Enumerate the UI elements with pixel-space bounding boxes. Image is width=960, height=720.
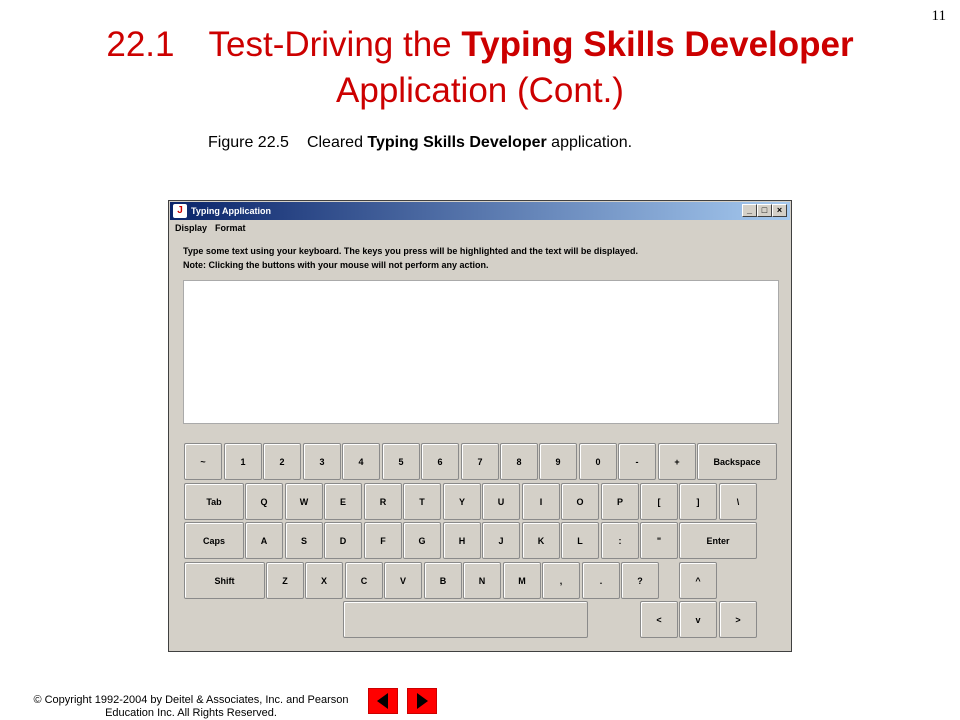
key-minus[interactable]: -: [618, 443, 656, 480]
key-5[interactable]: 5: [382, 443, 420, 480]
instruction-note: Note: Clicking the buttons with your mouse will not perform any action.: [183, 260, 489, 270]
minimize-icon[interactable]: _: [742, 204, 757, 217]
key-p[interactable]: P: [601, 483, 639, 520]
key-v[interactable]: V: [384, 562, 422, 599]
key-g[interactable]: G: [403, 522, 441, 559]
caption-app-name: Typing Skills Developer: [367, 134, 547, 151]
window-title: Typing Application: [191, 206, 271, 216]
key-u[interactable]: U: [482, 483, 520, 520]
key-up-arrow[interactable]: ^: [679, 562, 717, 599]
key-9[interactable]: 9: [539, 443, 577, 480]
key-a[interactable]: A: [245, 522, 283, 559]
title-text-1: Test-Driving the: [208, 25, 462, 64]
key-x[interactable]: X: [305, 562, 343, 599]
key-c[interactable]: C: [345, 562, 383, 599]
key-0[interactable]: 0: [579, 443, 617, 480]
key-tilde[interactable]: ~: [184, 443, 222, 480]
key-i[interactable]: I: [522, 483, 560, 520]
key-s[interactable]: S: [285, 522, 323, 559]
key-4[interactable]: 4: [342, 443, 380, 480]
key-b[interactable]: B: [424, 562, 462, 599]
key-colon[interactable]: :: [601, 522, 639, 559]
key-enter[interactable]: Enter: [679, 522, 757, 559]
key-o[interactable]: O: [561, 483, 599, 520]
key-tab[interactable]: Tab: [184, 483, 244, 520]
key-8[interactable]: 8: [500, 443, 538, 480]
key-question[interactable]: ?: [621, 562, 659, 599]
menu-format[interactable]: Format: [215, 223, 246, 233]
copyright-line-1: © Copyright 1992-2004 by Deitel & Associates, Inc. and Pearson: [33, 694, 349, 706]
caption-text-2: application.: [546, 134, 633, 151]
key-z[interactable]: Z: [266, 562, 304, 599]
key-d[interactable]: D: [324, 522, 362, 559]
title-text-2: Application (Cont.): [336, 71, 624, 110]
key-caps[interactable]: Caps: [184, 522, 244, 559]
key-quote[interactable]: ": [640, 522, 678, 559]
copyright-line-2: Education Inc. All Rights Reserved.: [105, 707, 277, 719]
key-space[interactable]: [343, 601, 588, 638]
slide-number: 11: [931, 8, 946, 24]
key-6[interactable]: 6: [421, 443, 459, 480]
key-e[interactable]: E: [324, 483, 362, 520]
key-plus[interactable]: +: [658, 443, 696, 480]
copyright-footer: [16, 694, 366, 720]
key-7[interactable]: 7: [461, 443, 499, 480]
menu-bar: [175, 223, 254, 233]
key-down-arrow[interactable]: v: [679, 601, 717, 638]
key-shift[interactable]: Shift: [184, 562, 265, 599]
prev-slide-button[interactable]: [368, 688, 398, 714]
key-w[interactable]: W: [285, 483, 323, 520]
key-left-arrow[interactable]: <: [640, 601, 678, 638]
key-3[interactable]: 3: [303, 443, 341, 480]
key-period[interactable]: .: [582, 562, 620, 599]
key-j[interactable]: J: [482, 522, 520, 559]
typing-application-window: [168, 200, 792, 652]
key-m[interactable]: M: [503, 562, 541, 599]
next-slide-button[interactable]: [407, 688, 437, 714]
typed-text-area[interactable]: [183, 280, 779, 424]
key-1[interactable]: 1: [224, 443, 262, 480]
key-y[interactable]: Y: [443, 483, 481, 520]
key-q[interactable]: Q: [245, 483, 283, 520]
key-backspace[interactable]: Backspace: [697, 443, 777, 480]
title-app-name: Typing Skills Developer: [461, 25, 854, 64]
slide-title: [100, 22, 860, 114]
key-backslash[interactable]: \: [719, 483, 757, 520]
key-r[interactable]: R: [364, 483, 402, 520]
menu-display[interactable]: Display: [175, 223, 208, 233]
close-icon[interactable]: ×: [772, 204, 787, 217]
key-close-bracket[interactable]: ]: [679, 483, 717, 520]
figure-label: Figure 22.5: [208, 134, 289, 151]
prev-arrow-icon: [369, 689, 397, 713]
key-open-bracket[interactable]: [: [640, 483, 678, 520]
key-comma[interactable]: ,: [542, 562, 580, 599]
key-l[interactable]: L: [561, 522, 599, 559]
instruction-text: Type some text using your keyboard. The keys you press will be highlighted and the text will be displayed.: [183, 246, 638, 256]
maximize-icon[interactable]: □: [757, 204, 772, 217]
next-arrow-icon: [408, 689, 436, 713]
key-t[interactable]: T: [403, 483, 441, 520]
key-2[interactable]: 2: [263, 443, 301, 480]
caption-text-1: Cleared: [306, 134, 368, 151]
key-k[interactable]: K: [522, 522, 560, 559]
app-icon: J: [173, 204, 187, 218]
key-right-arrow[interactable]: >: [719, 601, 757, 638]
key-h[interactable]: H: [443, 522, 481, 559]
figure-caption: [208, 134, 632, 152]
window-titlebar[interactable]: [170, 202, 790, 220]
key-n[interactable]: N: [463, 562, 501, 599]
title-number: 22.1: [106, 25, 175, 64]
key-f[interactable]: F: [364, 522, 402, 559]
